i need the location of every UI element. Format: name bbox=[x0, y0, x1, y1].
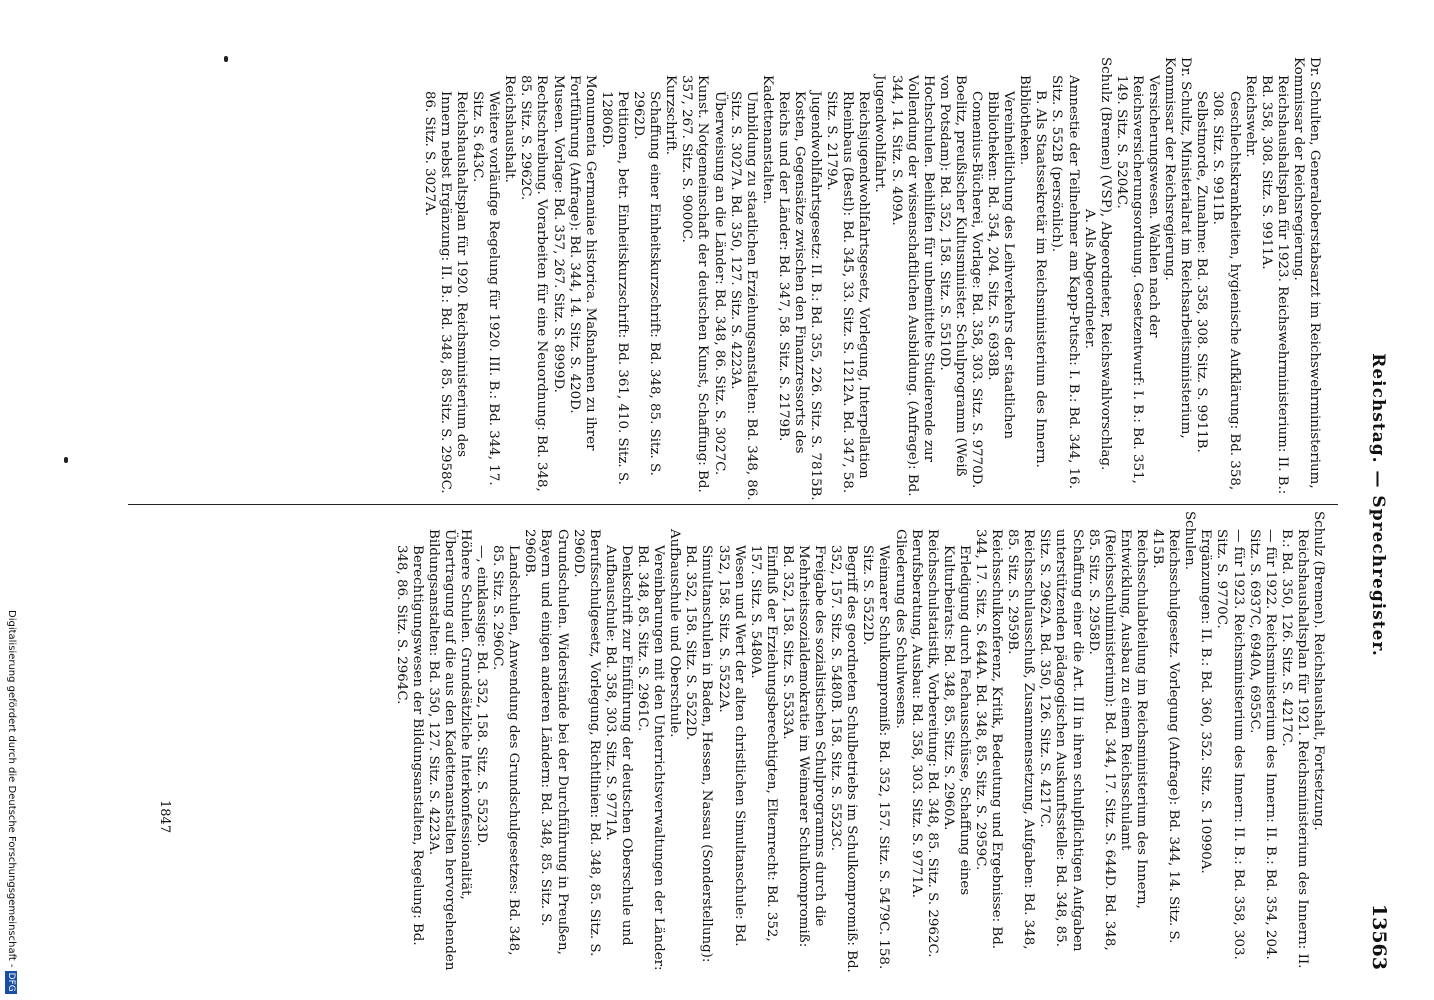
register-entry: Versicherungswesen. Wahlen nach der Reichsversicherungsordnung. Gesetzentwurf: I. B.: Bd. 351, 149. Sitz. S. 5204C. bbox=[1113, 75, 1162, 484]
register-entry: Dr. Schulten, Generaloberstabsarzt im Reichswehrministerium, Kommissar der Reichsregierung. bbox=[1290, 57, 1322, 489]
register-entry: Einfluß der Erziehungsberechtigten, Elternrecht: Bd. 352, 157. Sitz. S. 5480A. bbox=[747, 545, 779, 942]
margin-note-text: Digitalisierung gefördert durch die Deutsche Forschungsgemeinschaft - bbox=[6, 610, 17, 968]
register-entry: B. Als Staatssekretär im Reichsministerium des Innern. bbox=[1033, 90, 1049, 468]
dfg-logo-badge: DFG bbox=[6, 972, 16, 992]
register-entry: Denkschrift zur Einführung der deutschen Oberschule und Aufbauschule: Bd. 358, 303. Sitz. S. 9771A. bbox=[602, 545, 634, 946]
register-entry: Weitere vorläufige Regelung für 1920. III. B.: Bd. 344, 17. Sitz. S. 643C. bbox=[470, 91, 502, 486]
right-column bbox=[393, 511, 1326, 973]
register-entry: Selbstmorde, Zunahme: Bd. 358, 308. Sitz. S. 9911B. bbox=[1194, 91, 1210, 453]
register-entry: Reichsschulabteilung im Reichsministerium des Innern, Entwicklung, Ausbau zu einem Reichsschulamt (Reichsschulministerium): Bd. 344, 17. Sitz. S. 644D. Bd. 348, 85. Sitz. S. 2958D. bbox=[1085, 529, 1149, 951]
register-entry: Jugendwohlfahrtsgesetz: II. B.: Bd. 355, 226. Sitz. S. 7815B. bbox=[808, 91, 824, 501]
digitization-margin-note bbox=[4, 610, 18, 994]
register-entry: Vereinbarungen mit den Unterrichtsverwaltungen der Länder: Bd. 348, 85. Sitz. S. 2961C. bbox=[635, 545, 667, 971]
scan-speck bbox=[64, 457, 68, 463]
scan-speck bbox=[224, 56, 228, 62]
register-entry: Museen. Vorlage: Bd. 357, 267. Sitz. S. 8999D. bbox=[550, 75, 566, 393]
register-entry: Berufsschulgesetz, Vorlegung, Richtlinien: Bd. 348, 85. Sitz. S. 2960D. bbox=[570, 529, 602, 957]
register-entry: Reichswehr. bbox=[1242, 75, 1258, 158]
register-entry: Reichshaushaltsplan für 1923. Reichswehrministerium: II. B.: Bd. 358, 308. Sitz. S. 9911A. bbox=[1258, 75, 1290, 495]
register-entry: Reichsschulausschuß, Zusammensetzung, Aufgaben: Bd. 348, 85. Sitz. S. 2959B. bbox=[1005, 529, 1037, 950]
register-entry: Schaffung einer Einheitskurzschrift: Bd. 348, 85. Sitz. S. 2962D. bbox=[631, 91, 663, 476]
register-entry: Schaffung einer die Art. III in ihren schulpflichtigen Aufgaben unterstützenden pädagogischen Auskunftsstelle: Bd. 348, 85. Sitz. S. 2962A. Bd. 350, 126. Sitz. S. 4217C. bbox=[1037, 529, 1085, 952]
register-entry: Reichshaushaltsplan für 1921. Reichsministerium des Innern: II. B.: Bd. 350, 126. Sitz. S. 4217C. bbox=[1278, 529, 1310, 969]
register-entry: Reichsschulgesetz. Vorlegung (Anfrage): Bd. 344, 14. Sitz. S. 415B. bbox=[1150, 529, 1182, 944]
register-entry: Schulz (Bremen). Reichshaushalt, Fortsetzung. bbox=[1311, 511, 1326, 831]
register-entry: Berufsberatung, Ausbau: Bd. 358, 303. Sitz. S. 9771A. bbox=[908, 529, 924, 899]
register-entry: Schulz (Bremen) (VSP), Abgeordneter, Reichswahlvorschlag. bbox=[1097, 57, 1113, 471]
register-entry: Comenius-Bücherei, Vorlage: Bd. 358, 303. Sitz. S. 9770D. bbox=[969, 91, 985, 489]
register-entry: Monumenta Germaniae historica. Maßnahmen zu ihrer Fortführung (Anfrage): Bd. 344, 14. Sitz. S. 420D. bbox=[566, 75, 598, 451]
running-title: Reichstag. — Sprechregister. bbox=[1368, 353, 1388, 657]
register-entry: Umbildung zu staatlichen Erziehungsanstalten: Bd. 348, 86. Sitz. S. 3027A. Bd. 350, 127. Sitz. S. 4223A. bbox=[727, 91, 759, 501]
register-entry: Wesen und Wert der alten christlichen Simultanschule: Bd. 352, 158. Sitz. S. 5522A. bbox=[715, 545, 747, 947]
register-entry: Geschlechtskrankheiten, hygienische Aufklärung: Bd. 358, 308. Sitz. S. 9911B. bbox=[1210, 91, 1242, 491]
register-entry: Erledigung durch Fachausschüsse, Schaffung eines Kulturbeirats: Bd. 348, 85. Sitz. S. 2960A. bbox=[940, 545, 972, 896]
page-header bbox=[1342, 40, 1402, 970]
register-entry: A. Als Abgeordneter. bbox=[1081, 208, 1097, 350]
register-entry: Reichsschulkonferenz, Kritik, Bedeutung und Ergebnisse: Bd. 344, 17. Sitz. S. 644A. Bd. 348, 85. Sitz. S. 2959C. bbox=[973, 529, 1005, 950]
register-entry: Grundschulen. Widerstände bei der Durchführung in Preußen, Bayern und einigen anderen Ländern: Bd. 348, 85. Sitz. S. 2960B. bbox=[522, 529, 570, 955]
register-entry: Schulen. bbox=[1182, 511, 1198, 571]
register-entry: Berechtigungswesen der Bildungsanstalten, Regelung: Bd. 348, 86. Sitz. S. 2964C. bbox=[393, 545, 425, 946]
register-entry: Vereinheitlichung des Leihverkehrs der staatlichen Bibliotheken: Bd. 354, 204. Sitz. S. 6938B. bbox=[985, 91, 1017, 439]
register-entry: Jugendwohlfahrt. bbox=[872, 75, 888, 193]
register-entry: Ergänzungen: II. B.: Bd. 360, 352. Sitz. S. 10990A. bbox=[1198, 529, 1214, 874]
register-entry: — für 1923. Reichsministerium des Innern: II. B.: Bd. 358, 303. Sitz. S. 9770C. bbox=[1214, 529, 1246, 960]
register-entry: Petitionen, betr. Einheitskurzschrift: Bd. 361, 410. Sitz. S. 12806D. bbox=[598, 91, 630, 485]
register-entry: Simultanschulen in Baden, Hessen, Nassau (Sonderstellung): Bd. 352, 158. Sitz. S. 5522D. bbox=[683, 545, 715, 963]
register-entry: Kadettenanstalten. bbox=[759, 75, 775, 205]
folio-number: 1847 bbox=[157, 800, 172, 834]
register-entry: Hochschulen. Beihilfen für unbemittelte Studierende zur Vollendung der wissenschaftlichen Ausbildung. (Anfrage): Bd. 344, 14. Sitz. S. 409A. bbox=[888, 75, 936, 497]
register-entry: — für 1922. Reichsministerium des Innern: II. B.: Bd. 354, 204. Sitz. S. 6937C, 6940A, 6955C. bbox=[1246, 529, 1278, 960]
register-entry: Gliederung des Schulwesens. bbox=[892, 529, 908, 729]
page-number: 13563 bbox=[1368, 903, 1390, 970]
register-entry: Amnestie der Teilnehmer am Kapp-Putsch: I. B.: Bd. 344, 16. Sitz. S. 552B (persönlich). bbox=[1049, 75, 1081, 489]
register-entry: Rechtschreibung. Vorarbeiten für eine Neuordnung: Bd. 348, 85. Sitz. S. 2962C. bbox=[518, 75, 550, 492]
register-entry: Kunst. Notgemeinschaft der deutschen Kunst, Schaffung: Bd. 357, 267. Sitz. S. 9000C. bbox=[679, 75, 711, 493]
left-column bbox=[421, 57, 1322, 501]
register-entry: Reichsschulstatistik, Vorbereitung: Bd. 348, 85. Sitz. S. 2962C. bbox=[924, 529, 940, 958]
register-entry: Höhere Schulen. Grundsätzliche Interkonfessionalität, Übertragung auf die aus den Kadettenanstalten hervorgehenden Bildungsanstalten: Bd. 350, 127. Sitz. S. 4223A. bbox=[425, 529, 474, 971]
register-entry: Aufbauschule und Oberschule. bbox=[667, 529, 683, 738]
register-entry: Weimarer Schulkompromiß: Bd. 352, 157. Sitz. S. 5479C. 158. Sitz. S. 5522D. bbox=[860, 545, 892, 970]
register-entry: Kosten, Gegensätze zwischen den Finanzressorts des Reichs und der Länder: Bd. 347, 58. Sitz. S. 2179B. bbox=[775, 91, 807, 454]
register-entry: Überweisung an die Länder: Bd. 348, 86. Sitz. S. 3027C. bbox=[711, 91, 727, 476]
register-entry: Dr. Schultz, Ministerialrat im Reichsarbeitsministerium, Kommissar der Reichsregierung. bbox=[1162, 57, 1194, 439]
register-entry: Reichshaushalt. bbox=[502, 75, 518, 183]
register-entry: Freigabe des sozialistischen Schulprogramms durch die Mehrheitssozialdemokratie im Weimarer Schulkompromiß: Bd. 352, 158. Sitz. S. 5533A. bbox=[779, 545, 828, 948]
register-entry: Begriff des geordneten Schulbetriebs im Schulkompromiß: Bd. 352, 157. Sitz. S. 5480B. 158. Sitz. S. 5523C. bbox=[828, 545, 860, 973]
column-divider bbox=[128, 504, 1338, 505]
register-entry: Boelitz, preußischer Kultusminister. Schulprogramm (Weiß von Potsdam): Bd. 352, 158. Sitz. S. 5510D. bbox=[936, 75, 968, 477]
register-entry: —, einklassige: Bd. 352, 158. Sitz. S. 5523D. bbox=[474, 545, 490, 847]
register-entry: Bibliotheken. bbox=[1017, 75, 1033, 166]
register-entry: Landschulen, Anwendung des Grundschulgesetzes: Bd. 348, 85. Sitz. S. 2960C. bbox=[490, 545, 522, 956]
register-entry: Reichshaushaltsplan für 1920. Reichsministerium des Innern nebst Ergänzung: II. B.: Bd. 348, 85. Sitz. S. 2958C. 86. Sitz. S. 3027A. bbox=[421, 91, 470, 494]
register-entry: Kurzschrift. bbox=[663, 75, 679, 156]
register-entry: Reichsjugendwohlfahrtsgesetz, Vorlegung, Interpellation Rheinbaus (Bestl): Bd. 345, 33. Sitz. S. 1212A. Bd. 347, 58. Sitz. S. 2179A. bbox=[824, 91, 872, 494]
